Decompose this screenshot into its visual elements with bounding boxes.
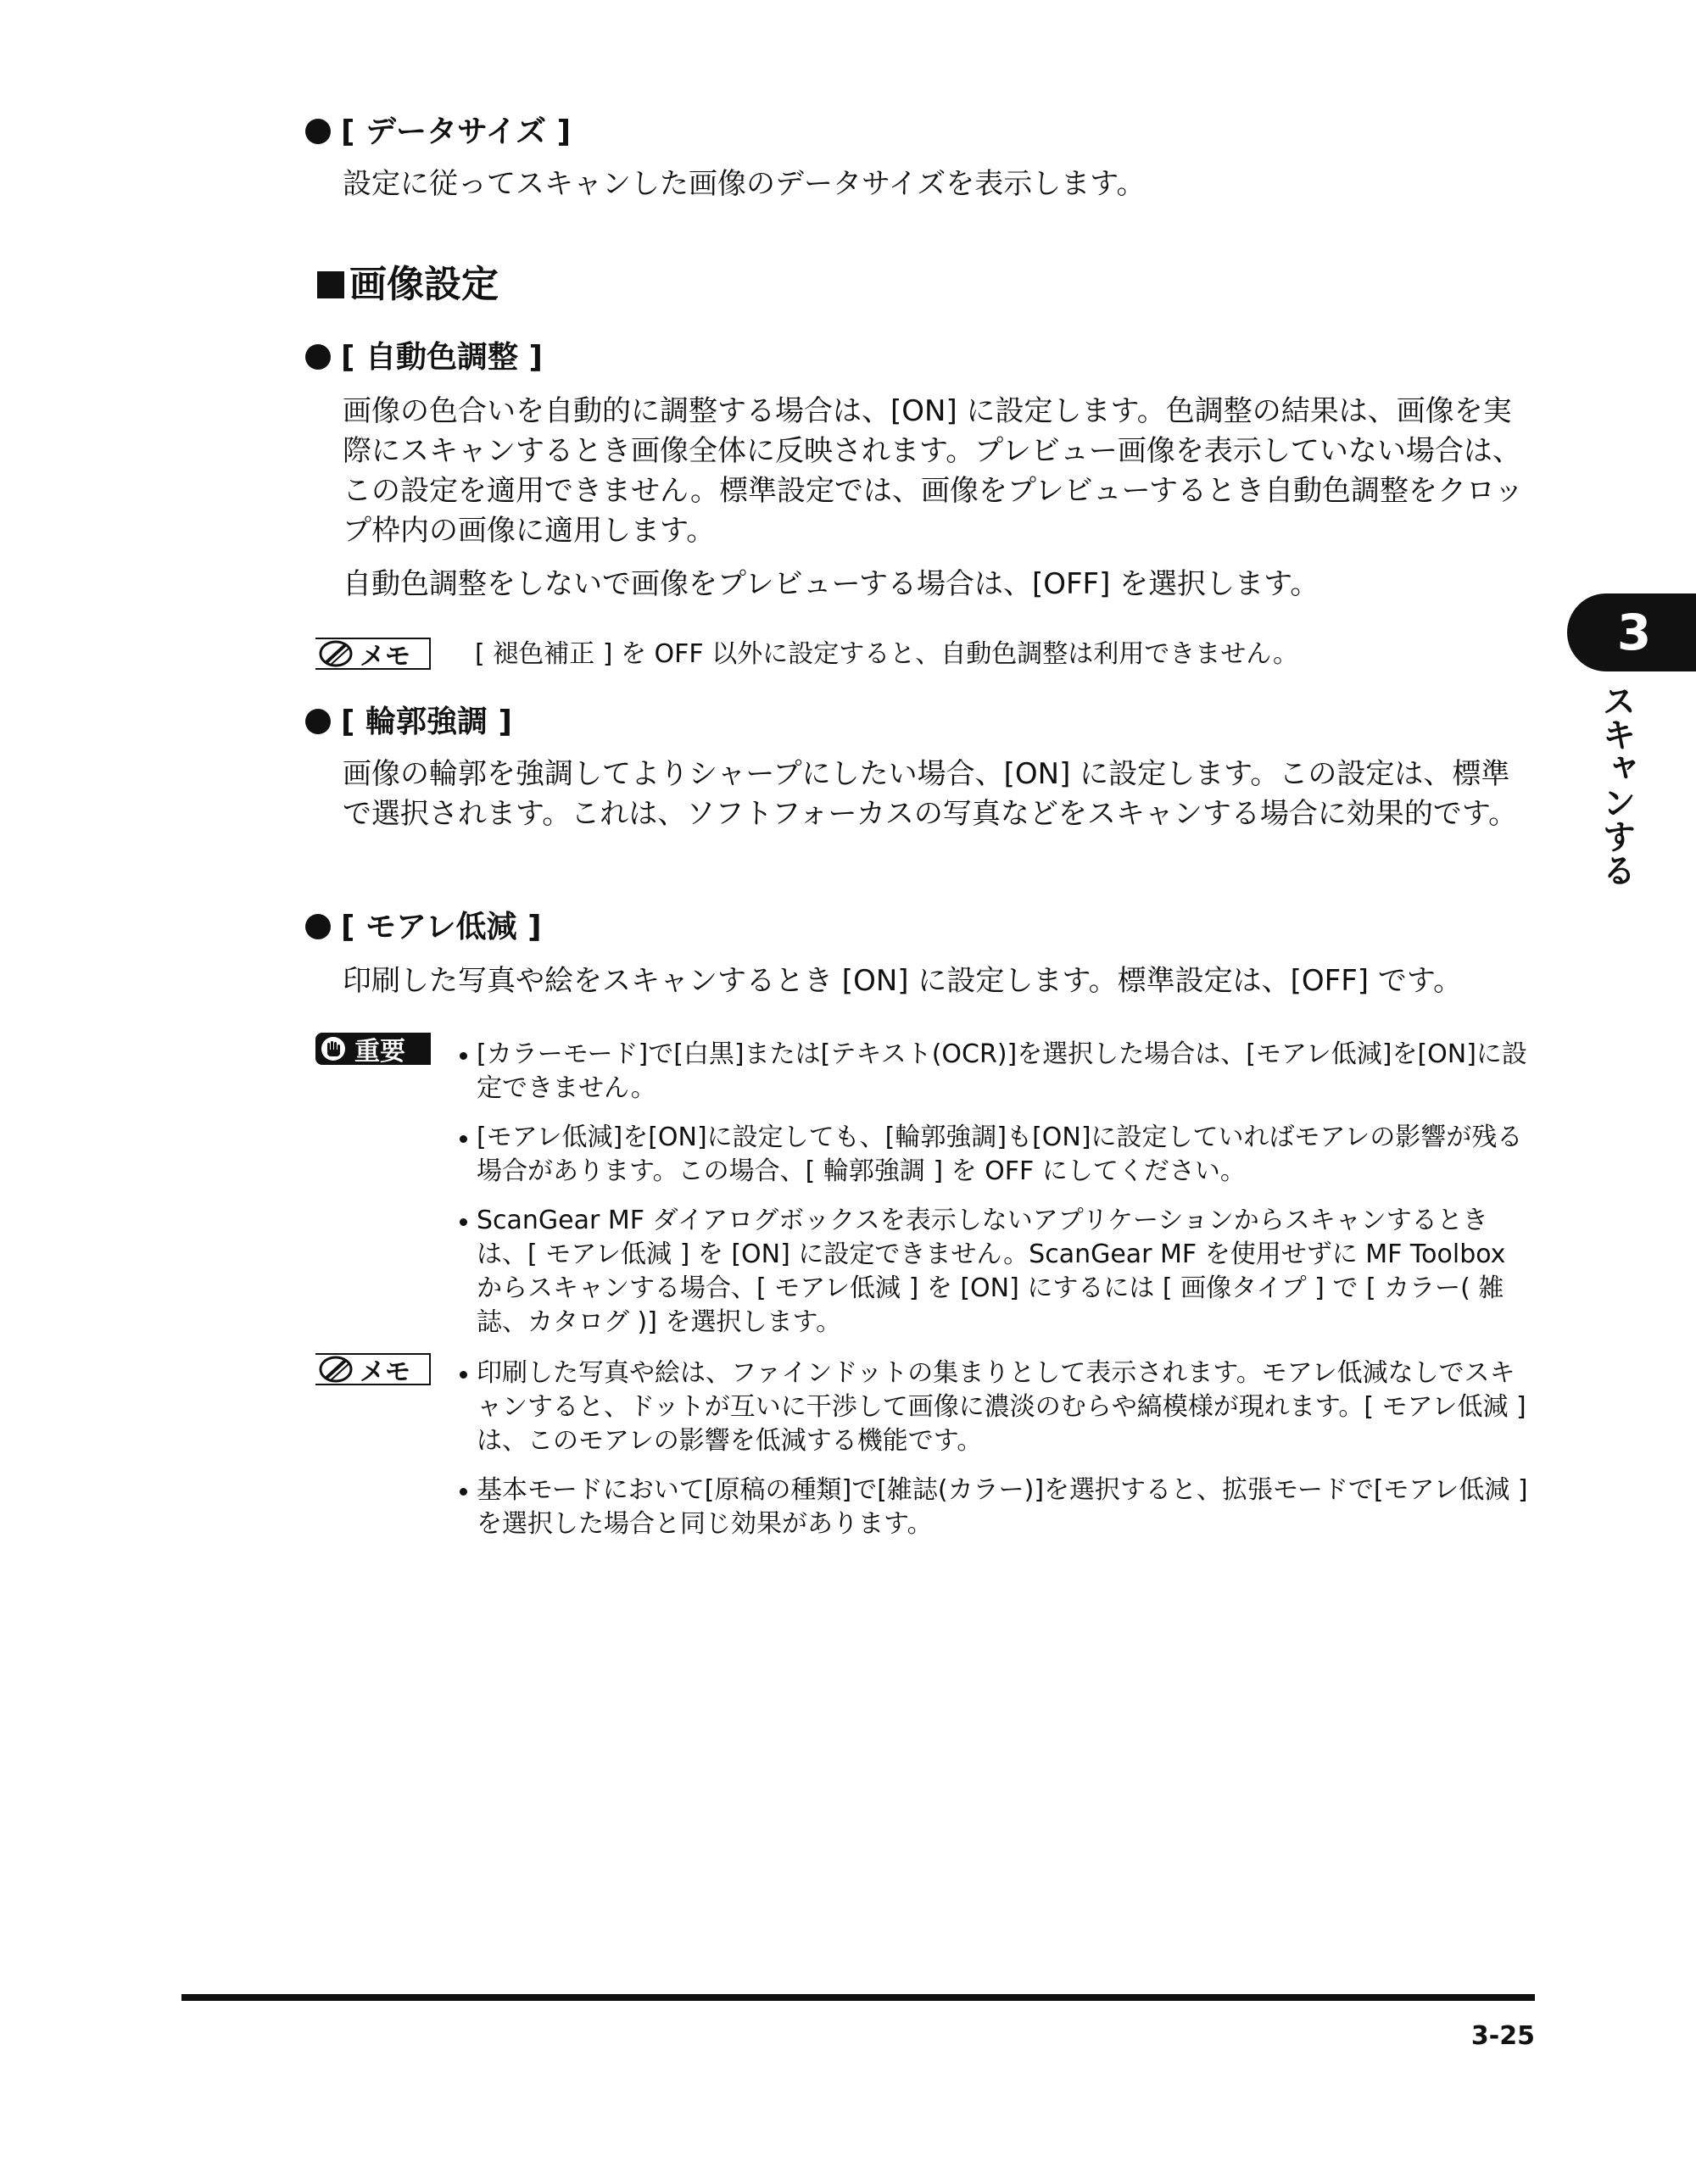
- auto-color-off-description: 自動色調整をしないで画像をプレビューする場合は、[OFF] を選択します。: [343, 567, 1319, 601]
- memo-badge: メモ: [315, 1353, 431, 1385]
- page-number: 3-25: [1470, 2021, 1535, 2051]
- bullet-dot: [305, 344, 331, 370]
- bullet-dot: [305, 914, 331, 939]
- list-item: 印刷した写真や絵は、ファインドットの集まりとして表示されます。モアレ低減なしでスキャンすると、ドットが互いに干渉して画像に濃淡のむらや縞模様が現れます。[ モアレ低減 ] は、このモアレの影響を低減する機能です。: [458, 1357, 1531, 1458]
- auto-color-heading: [ 自動色調整 ]: [305, 337, 543, 378]
- chapter-tab: 3: [1567, 593, 1696, 671]
- data-size-heading: [ データサイズ ]: [305, 112, 571, 153]
- moire-heading: [ モアレ低減 ]: [305, 907, 542, 948]
- list-item: [カラーモード]で[白黒]または[テキスト(OCR)]を選択した場合は、[モアレ低減]を[ON]に設定できません。: [458, 1038, 1531, 1106]
- important-badge: 重要: [315, 1033, 431, 1065]
- memo-text: [ 褪色補正 ] を OFF 以外に設定すると、自動色調整は利用できません。: [475, 639, 1299, 669]
- data-size-description: 設定に従ってスキャンした画像のデータサイズを表示します。: [343, 167, 1146, 201]
- footer-rule: [181, 1994, 1535, 2001]
- bullet-dot: [305, 119, 331, 144]
- moire-description: 印刷した写真や絵をスキャンするとき [ON] に設定します。標準設定は、[OFF] です。: [343, 964, 1463, 998]
- bullet-dot: [305, 709, 331, 734]
- auto-color-description: 画像の色合いを自動的に調整する場合は、[ON] に設定します。色調整の結果は、画像を実際にスキャンするとき画像全体に反映されます。プレビュー画像を表示していない場合は、この設定を適用できません。標準設定では、画像をプレビューするとき自動色調整をクロップ枠内の画像に適用します。: [343, 394, 1524, 548]
- list-item: ScanGear MF ダイアログボックスを表示しないアプリケーションからスキャンするときは、[ モアレ低減 ] を [ON] に設定できません。ScanGear MF を使用せずに MF Toolbox からスキャンする場合、[ モアレ低減 ] を [ON] にするには [ 画像タイプ ] で [ カラー( 雑誌、カタログ )] を選択します。: [458, 1204, 1531, 1340]
- list-item: [モアレ低減]を[ON]に設定しても、[輪郭強調]も[ON]に設定していればモアレの影響が残る場合があります。この場合、[ 輪郭強調 ] を OFF にしてください。: [458, 1121, 1531, 1189]
- pencil-icon: [319, 639, 353, 668]
- list-item: 基本モードにおいて[原稿の種類]で[雑誌(カラー)]を選択すると、拡張モードで[モアレ低減 ] を選択した場合と同じ効果があります。: [458, 1474, 1531, 1541]
- sharpen-heading: [ 輪郭強調 ]: [305, 702, 512, 743]
- important-list: [458, 1038, 1531, 1355]
- section-title-image-settings: 画像設定: [317, 261, 499, 309]
- square-bullet: [317, 271, 344, 298]
- chapter-label: スキャンする: [1597, 683, 1636, 887]
- pencil-icon: [319, 1355, 353, 1384]
- sharpen-description: 画像の輪郭を強調してよりシャープにしたい場合、[ON] に設定します。この設定は、標準で選択されます。これは、ソフトフォーカスの写真などをスキャンする場合に効果的です。: [343, 757, 1518, 831]
- memo-badge: メモ: [315, 638, 431, 670]
- hand-stop-icon: [321, 1036, 346, 1061]
- memo-list: [458, 1357, 1531, 1557]
